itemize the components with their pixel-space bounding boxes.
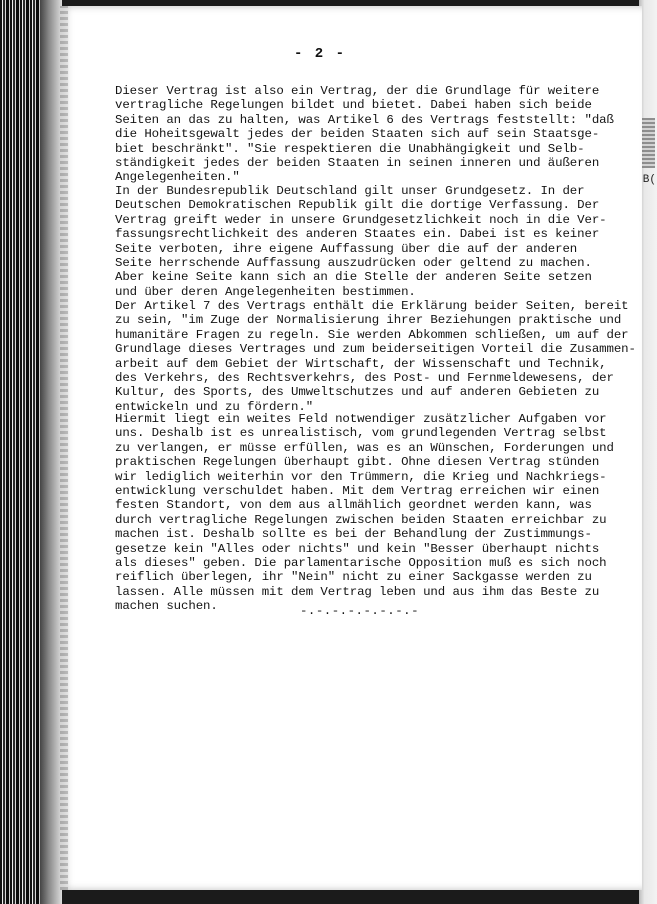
adjacent-page-text: B(: [642, 174, 656, 186]
paragraph-1: Dieser Vertrag ist also ein Vertrag, der die Grundlage für weitere vertragliche Regelungen bildet und bietet. Dabei haben sich beide Seiten an das zu halten, was Artikel 6 des Vertrags feststellt: "daß die Hoheitsgewalt jedes der beiden Staaten sich auf sein Staatsge- biet beschränkt". "Sie respektieren die Unabhängigkeit und Selb- ständigkeit jedes der beiden Staaten in seinen inneren und äußeren Angelegenheiten.": [115, 84, 614, 185]
paragraph-4: Hiermit liegt ein weites Feld notwendiger zusätzlicher Aufgaben vor uns. Deshalb ist es unrealistisch, vom grundlegenden Vertrag selbst zu verlangen, er müsse erfüllen, was es an Wünschen, Forderungen und praktischen Regelungen überhaupt gibt. Ohne diesen Vertrag stünden wir lediglich weiterhin vor den Trümmern, die Krieg und Nachkriegs- entwicklung verschuldet haben. Mit dem Vertrag erreichen wir einen festen Standort, von dem aus allmählich geordnet werden kann, was durch vertragliche Regelungen zwischen beiden Staaten erreichbar zu machen ist. Deshalb sollte es bei der Behandlung der Zustimmungs- gesetze kein "Alles oder nichts" und kein "Besser überhaupt nichts als dieses" geben. Die parlamentarische Opposition muß es sich noch reiflich überlegen, ihr "Nein" nicht zu einer Sackgasse werden zu lassen. Alle müssen mit dem Vertrag leben und aus ihm das Beste zu machen suchen.: [115, 412, 614, 614]
binding-edge: [0, 0, 62, 904]
page-sheet: [60, 6, 642, 890]
paragraph-2: In der Bundesrepublik Deutschland gilt unser Grundgesetz. In der Deutschen Demokratischen Republik gilt die dortige Verfassung. Der Vertrag greift weder in unsere Grundgesetzlichkeit noch in die Ver- fassungsrechtlichkeit des anderen Staates ein. Dabei ist es keiner Seite verboten, ihre eigene Auffassung über die auf der anderen Seite herrschende Auffassung auszudrücken oder geltend zu machen. Aber keine Seite kann sich an die Stelle der anderen Seite setzen und über deren Angelegenheiten bestimmen.: [115, 184, 607, 299]
scan-noise: [641, 118, 655, 168]
page-number: - 2 -: [293, 46, 346, 62]
paragraph-3: Der Artikel 7 des Vertrags enthält die Erklärung beider Seiten, bereit zu sein, "im Zuge der Normalisierung ihrer Beziehungen praktische und humanitäre Fragen zu regeln. Sie werden Abkommen schließen, um auf der Grundlage dieses Vertrages und zum beiderseitigen Vorteil die Zusammen- arbeit auf dem Gebiet der Wirtschaft, der Wissenschaft und Technik, des Verkehrs, des Rechtsverkehrs, des Post- und Fernmeldewesens, der Kultur, des Sports, des Umweltschutzes und auf anderen Gebieten zu entwickeln und zu fördern.": [115, 299, 636, 414]
end-mark: -.-.-.-.-.-.-.-: [300, 604, 420, 618]
